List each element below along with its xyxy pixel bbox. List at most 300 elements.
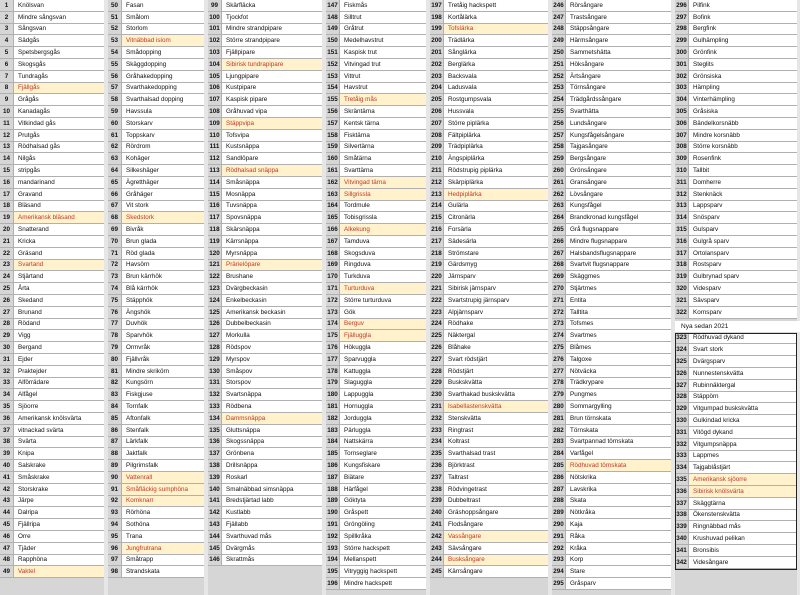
species-row[interactable] (552, 519, 671, 531)
species-row[interactable] (552, 177, 671, 189)
species-row[interactable] (326, 201, 426, 213)
species-row[interactable] (0, 59, 104, 71)
species-row[interactable] (675, 59, 797, 71)
species-row[interactable] (430, 307, 548, 319)
species-row[interactable] (208, 142, 322, 154)
species-row[interactable] (0, 71, 104, 83)
species-row[interactable] (430, 472, 548, 484)
species-row[interactable] (326, 460, 426, 472)
species-row[interactable] (0, 248, 104, 260)
species-row[interactable] (675, 130, 797, 142)
species-row[interactable] (326, 366, 426, 378)
species-row[interactable] (552, 460, 671, 472)
species-row[interactable] (552, 94, 671, 106)
species-row[interactable] (430, 555, 548, 567)
species-row[interactable] (326, 295, 426, 307)
species-row[interactable] (430, 130, 548, 142)
species-row[interactable] (326, 177, 426, 189)
species-row[interactable] (208, 248, 322, 260)
species-row[interactable] (552, 389, 671, 401)
species-row[interactable] (675, 224, 797, 236)
species-row[interactable] (208, 260, 322, 272)
species-row[interactable] (0, 0, 104, 12)
species-row[interactable] (0, 354, 104, 366)
species-row[interactable] (208, 507, 322, 519)
species-row[interactable] (208, 130, 322, 142)
species-row[interactable] (552, 212, 671, 224)
species-row[interactable] (552, 366, 671, 378)
species-row[interactable] (430, 12, 548, 24)
species-row[interactable] (108, 319, 204, 331)
species-row[interactable] (552, 236, 671, 248)
species-row[interactable] (675, 295, 797, 307)
species-row[interactable] (552, 271, 671, 283)
species-row[interactable] (0, 118, 104, 130)
species-row[interactable] (0, 484, 104, 496)
new-species-row[interactable] (675, 557, 797, 569)
species-row[interactable] (552, 472, 671, 484)
species-row[interactable] (0, 330, 104, 342)
species-row[interactable] (430, 35, 548, 47)
species-row[interactable] (675, 24, 797, 36)
species-row[interactable] (326, 35, 426, 47)
species-row[interactable] (208, 59, 322, 71)
species-row[interactable] (552, 0, 671, 12)
species-row[interactable] (552, 295, 671, 307)
species-row[interactable] (0, 153, 104, 165)
species-row[interactable] (108, 307, 204, 319)
new-species-row[interactable] (675, 533, 797, 545)
species-row[interactable] (552, 106, 671, 118)
species-row[interactable] (552, 437, 671, 449)
species-row[interactable] (326, 260, 426, 272)
new-species-row[interactable] (675, 368, 797, 380)
species-row[interactable] (108, 236, 204, 248)
species-row[interactable] (208, 35, 322, 47)
species-row[interactable] (326, 484, 426, 496)
species-row[interactable] (208, 271, 322, 283)
species-row[interactable] (108, 448, 204, 460)
species-row[interactable] (430, 460, 548, 472)
species-row[interactable] (208, 519, 322, 531)
species-row[interactable] (326, 0, 426, 12)
species-row[interactable] (552, 578, 671, 590)
species-row[interactable] (430, 401, 548, 413)
species-row[interactable] (0, 224, 104, 236)
species-row[interactable] (208, 413, 322, 425)
species-row[interactable] (326, 578, 426, 590)
species-row[interactable] (552, 319, 671, 331)
species-row[interactable] (108, 260, 204, 272)
species-row[interactable] (0, 378, 104, 390)
species-row[interactable] (208, 555, 322, 567)
new-species-row[interactable] (675, 498, 797, 510)
species-row[interactable] (430, 413, 548, 425)
species-row[interactable] (430, 354, 548, 366)
new-species-row[interactable] (675, 462, 797, 474)
species-row[interactable] (675, 212, 797, 224)
species-row[interactable] (326, 401, 426, 413)
species-row[interactable] (208, 12, 322, 24)
species-row[interactable] (0, 307, 104, 319)
species-row[interactable] (0, 12, 104, 24)
species-row[interactable] (326, 507, 426, 519)
species-row[interactable] (108, 201, 204, 213)
species-row[interactable] (208, 472, 322, 484)
species-row[interactable] (0, 519, 104, 531)
new-species-row[interactable] (675, 415, 797, 427)
species-row[interactable] (430, 566, 548, 578)
species-row[interactable] (326, 319, 426, 331)
species-row[interactable] (208, 189, 322, 201)
species-row[interactable] (208, 47, 322, 59)
species-row[interactable] (326, 472, 426, 484)
species-row[interactable] (552, 189, 671, 201)
species-row[interactable] (326, 555, 426, 567)
species-row[interactable] (326, 531, 426, 543)
new-species-row[interactable] (675, 545, 797, 557)
species-row[interactable] (326, 106, 426, 118)
new-species-row[interactable] (675, 521, 797, 533)
species-row[interactable] (430, 94, 548, 106)
species-row[interactable] (0, 531, 104, 543)
species-row[interactable] (326, 153, 426, 165)
species-row[interactable] (208, 307, 322, 319)
species-row[interactable] (326, 283, 426, 295)
species-row[interactable] (108, 142, 204, 154)
species-row[interactable] (552, 130, 671, 142)
species-row[interactable] (208, 319, 322, 331)
species-row[interactable] (675, 189, 797, 201)
species-row[interactable] (0, 271, 104, 283)
species-row[interactable] (430, 507, 548, 519)
new-species-row[interactable] (675, 486, 797, 498)
new-species-row[interactable] (675, 356, 797, 368)
species-row[interactable] (552, 59, 671, 71)
species-row[interactable] (108, 330, 204, 342)
species-row[interactable] (430, 260, 548, 272)
species-row[interactable] (0, 177, 104, 189)
species-row[interactable] (552, 342, 671, 354)
species-row[interactable] (0, 189, 104, 201)
species-row[interactable] (430, 71, 548, 83)
species-row[interactable] (430, 283, 548, 295)
species-row[interactable] (552, 142, 671, 154)
species-row[interactable] (326, 94, 426, 106)
species-row[interactable] (430, 165, 548, 177)
species-row[interactable] (430, 59, 548, 71)
species-row[interactable] (430, 484, 548, 496)
species-row[interactable] (552, 248, 671, 260)
species-row[interactable] (326, 342, 426, 354)
species-row[interactable] (430, 248, 548, 260)
species-row[interactable] (430, 153, 548, 165)
species-row[interactable] (326, 519, 426, 531)
species-row[interactable] (430, 106, 548, 118)
species-row[interactable] (108, 0, 204, 12)
species-row[interactable] (430, 236, 548, 248)
species-row[interactable] (326, 236, 426, 248)
species-row[interactable] (326, 330, 426, 342)
species-row[interactable] (326, 307, 426, 319)
species-row[interactable] (108, 106, 204, 118)
species-row[interactable] (430, 543, 548, 555)
species-row[interactable] (675, 71, 797, 83)
species-row[interactable] (108, 47, 204, 59)
species-row[interactable] (108, 283, 204, 295)
species-row[interactable] (326, 12, 426, 24)
species-row[interactable] (326, 24, 426, 36)
species-row[interactable] (675, 0, 797, 12)
species-row[interactable] (430, 496, 548, 508)
species-row[interactable] (675, 118, 797, 130)
species-row[interactable] (675, 94, 797, 106)
species-row[interactable] (208, 354, 322, 366)
species-row[interactable] (326, 118, 426, 130)
species-row[interactable] (326, 378, 426, 390)
species-row[interactable] (430, 319, 548, 331)
species-row[interactable] (430, 531, 548, 543)
species-row[interactable] (0, 236, 104, 248)
species-row[interactable] (326, 59, 426, 71)
species-row[interactable] (552, 24, 671, 36)
species-row[interactable] (552, 35, 671, 47)
species-row[interactable] (675, 271, 797, 283)
species-row[interactable] (675, 283, 797, 295)
new-species-row[interactable] (675, 474, 797, 486)
species-row[interactable] (552, 283, 671, 295)
species-row[interactable] (108, 118, 204, 130)
species-row[interactable] (208, 83, 322, 95)
species-row[interactable] (430, 389, 548, 401)
species-row[interactable] (108, 212, 204, 224)
species-row[interactable] (0, 106, 104, 118)
species-row[interactable] (208, 24, 322, 36)
species-row[interactable] (552, 425, 671, 437)
species-row[interactable] (108, 295, 204, 307)
species-row[interactable] (0, 566, 104, 578)
species-row[interactable] (208, 378, 322, 390)
species-row[interactable] (675, 35, 797, 47)
new-species-row[interactable] (675, 451, 797, 463)
species-row[interactable] (0, 260, 104, 272)
species-row[interactable] (0, 425, 104, 437)
species-row[interactable] (675, 153, 797, 165)
species-row[interactable] (0, 47, 104, 59)
species-row[interactable] (0, 472, 104, 484)
species-row[interactable] (430, 24, 548, 36)
species-row[interactable] (0, 448, 104, 460)
species-row[interactable] (430, 448, 548, 460)
species-row[interactable] (108, 248, 204, 260)
species-row[interactable] (430, 47, 548, 59)
species-row[interactable] (108, 389, 204, 401)
species-row[interactable] (552, 484, 671, 496)
species-row[interactable] (326, 224, 426, 236)
species-row[interactable] (430, 177, 548, 189)
species-row[interactable] (208, 448, 322, 460)
species-row[interactable] (208, 342, 322, 354)
species-row[interactable] (0, 130, 104, 142)
species-row[interactable] (108, 531, 204, 543)
species-row[interactable] (675, 83, 797, 95)
species-row[interactable] (0, 212, 104, 224)
species-row[interactable] (675, 12, 797, 24)
species-row[interactable] (208, 330, 322, 342)
species-row[interactable] (675, 177, 797, 189)
species-row[interactable] (208, 177, 322, 189)
species-row[interactable] (326, 165, 426, 177)
species-row[interactable] (675, 106, 797, 118)
species-row[interactable] (675, 142, 797, 154)
species-row[interactable] (326, 271, 426, 283)
species-row[interactable] (430, 519, 548, 531)
species-row[interactable] (326, 425, 426, 437)
species-row[interactable] (675, 307, 797, 319)
species-row[interactable] (0, 366, 104, 378)
species-row[interactable] (430, 0, 548, 12)
species-row[interactable] (108, 59, 204, 71)
species-row[interactable] (326, 437, 426, 449)
species-row[interactable] (675, 248, 797, 260)
species-row[interactable] (552, 201, 671, 213)
species-row[interactable] (208, 401, 322, 413)
species-row[interactable] (326, 354, 426, 366)
species-row[interactable] (208, 118, 322, 130)
species-row[interactable] (108, 401, 204, 413)
species-row[interactable] (108, 12, 204, 24)
species-row[interactable] (0, 283, 104, 295)
species-row[interactable] (430, 118, 548, 130)
species-row[interactable] (208, 425, 322, 437)
species-row[interactable] (108, 555, 204, 567)
species-row[interactable] (552, 496, 671, 508)
species-row[interactable] (108, 543, 204, 555)
species-row[interactable] (326, 248, 426, 260)
species-row[interactable] (208, 0, 322, 12)
species-row[interactable] (675, 236, 797, 248)
species-row[interactable] (208, 165, 322, 177)
species-row[interactable] (326, 83, 426, 95)
new-species-row[interactable] (675, 333, 797, 345)
species-row[interactable] (430, 437, 548, 449)
species-row[interactable] (208, 484, 322, 496)
species-row[interactable] (552, 12, 671, 24)
species-row[interactable] (108, 413, 204, 425)
species-row[interactable] (552, 543, 671, 555)
species-row[interactable] (0, 437, 104, 449)
species-row[interactable] (108, 354, 204, 366)
species-row[interactable] (108, 437, 204, 449)
species-row[interactable] (108, 484, 204, 496)
species-row[interactable] (0, 24, 104, 36)
species-row[interactable] (326, 130, 426, 142)
species-row[interactable] (108, 130, 204, 142)
species-row[interactable] (326, 448, 426, 460)
species-row[interactable] (552, 413, 671, 425)
species-row[interactable] (108, 224, 204, 236)
species-row[interactable] (430, 201, 548, 213)
species-row[interactable] (430, 378, 548, 390)
species-row[interactable] (108, 366, 204, 378)
species-row[interactable] (0, 142, 104, 154)
species-row[interactable] (0, 94, 104, 106)
species-row[interactable] (208, 201, 322, 213)
species-row[interactable] (326, 212, 426, 224)
species-row[interactable] (108, 94, 204, 106)
new-species-row[interactable] (675, 427, 797, 439)
species-row[interactable] (0, 401, 104, 413)
species-row[interactable] (108, 425, 204, 437)
species-row[interactable] (552, 566, 671, 578)
species-row[interactable] (108, 496, 204, 508)
species-row[interactable] (0, 165, 104, 177)
species-row[interactable] (552, 307, 671, 319)
species-row[interactable] (552, 531, 671, 543)
species-row[interactable] (108, 507, 204, 519)
species-row[interactable] (552, 378, 671, 390)
species-row[interactable] (0, 413, 104, 425)
species-row[interactable] (552, 555, 671, 567)
species-row[interactable] (430, 295, 548, 307)
species-row[interactable] (326, 543, 426, 555)
new-species-row[interactable] (675, 380, 797, 392)
species-row[interactable] (108, 165, 204, 177)
species-row[interactable] (430, 142, 548, 154)
species-row[interactable] (552, 224, 671, 236)
species-row[interactable] (552, 118, 671, 130)
species-row[interactable] (552, 71, 671, 83)
species-row[interactable] (0, 201, 104, 213)
species-row[interactable] (326, 142, 426, 154)
species-row[interactable] (108, 83, 204, 95)
species-row[interactable] (675, 201, 797, 213)
species-row[interactable] (108, 24, 204, 36)
species-row[interactable] (208, 224, 322, 236)
species-row[interactable] (108, 342, 204, 354)
species-row[interactable] (552, 354, 671, 366)
species-row[interactable] (108, 271, 204, 283)
species-row[interactable] (108, 153, 204, 165)
species-row[interactable] (108, 472, 204, 484)
species-row[interactable] (326, 566, 426, 578)
species-row[interactable] (208, 236, 322, 248)
species-row[interactable] (0, 555, 104, 567)
species-row[interactable] (0, 507, 104, 519)
species-row[interactable] (430, 342, 548, 354)
new-species-row[interactable] (675, 403, 797, 415)
species-row[interactable] (675, 165, 797, 177)
species-row[interactable] (326, 496, 426, 508)
species-row[interactable] (430, 212, 548, 224)
species-row[interactable] (552, 260, 671, 272)
species-row[interactable] (430, 330, 548, 342)
species-row[interactable] (0, 342, 104, 354)
species-row[interactable] (208, 496, 322, 508)
species-row[interactable] (326, 413, 426, 425)
species-row[interactable] (0, 460, 104, 472)
species-row[interactable] (208, 543, 322, 555)
new-species-row[interactable] (675, 439, 797, 451)
species-row[interactable] (208, 295, 322, 307)
species-row[interactable] (0, 496, 104, 508)
species-row[interactable] (675, 260, 797, 272)
species-row[interactable] (108, 35, 204, 47)
species-row[interactable] (552, 507, 671, 519)
species-row[interactable] (0, 35, 104, 47)
species-row[interactable] (552, 83, 671, 95)
species-row[interactable] (552, 330, 671, 342)
